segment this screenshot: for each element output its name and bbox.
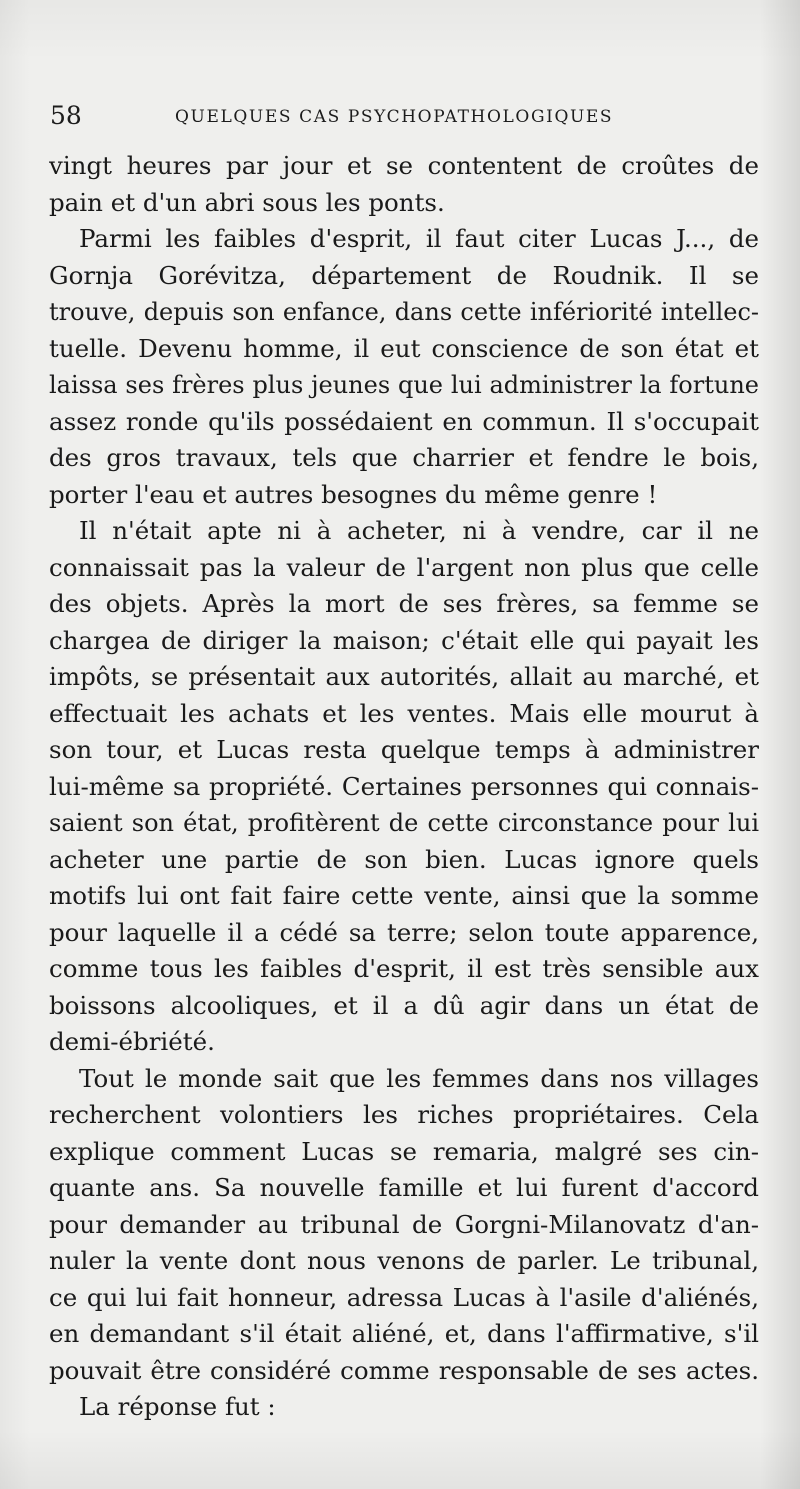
text-line: tuelle. Devenu homme, il eut conscience de son état et (49, 333, 759, 363)
text-line: ce qui lui fait honneur, adressa Lucas à l'asile d'aliénés, (49, 1282, 759, 1312)
text-line: acheter une partie de son bien. Lucas ignore quels (49, 844, 759, 874)
text-line: en demandant s'il était aliéné, et, dans l'affirmative, s'il (49, 1319, 759, 1348)
text-line: Gornja Gorévitza, département de Roudnik. Il se (49, 260, 759, 290)
text-line: connaissait pas la valeur de l'argent non plus que celle (49, 552, 759, 582)
text-line: assez ronde qu'ils possédaient en commun. Il s'occupait (49, 406, 759, 436)
text-line: Tout le monde sait que les femmes dans nos villages (79, 1063, 759, 1093)
text-line: boissons alcooliques, et il a dû agir dans un état de (49, 990, 759, 1020)
page-number: 58 (50, 101, 82, 130)
running-title: QUELQUES CAS PSYCHOPATHOLOGIQUES (175, 107, 614, 127)
text-line: pour laquelle il a cédé sa terre; selon toute apparence, (49, 917, 759, 947)
text-line: impôts, se présentait aux autorités, allait au marché, et (49, 662, 759, 691)
text-line: demi-ébriété. (49, 1027, 215, 1056)
text-line: recherchent volontiers les riches propriétaires. Cela (49, 1100, 759, 1129)
text-line: La réponse fut : (79, 1392, 276, 1421)
body-text (49, 148, 759, 1426)
text-line: vingt heures par jour et se contentent de croûtes de (49, 151, 759, 180)
text-line: son tour, et Lucas resta quelque temps à administrer (49, 735, 759, 764)
text-line: nuler la vente dont nous venons de parler. Le tribunal, (49, 1246, 759, 1275)
text-line: pour demander au tribunal de Gorgni-Milanovatz d'an- (49, 1209, 759, 1239)
text-line: lui-même sa propriété. Certaines personnes qui connais- (49, 771, 759, 801)
text-line: laissa ses frères plus jeunes que lui administrer la fortune (49, 371, 759, 399)
text-line: Il n'était apte ni à acheter, ni à vendre, car il ne (79, 516, 759, 545)
text-line: motifs lui ont fait faire cette vente, ainsi que la somme (49, 881, 759, 910)
text-line: effectuait les achats et les ventes. Mais elle mourut à (49, 698, 759, 728)
text-line: chargea de diriger la maison; c'était elle qui payait les (49, 625, 759, 655)
text-line: des objets. Après la mort de ses frères, sa femme se (49, 589, 759, 618)
text-line: porter l'eau et autres besognes du même genre ! (49, 479, 658, 509)
text-line: des gros travaux, tels que charrier et fendre le bois, (49, 443, 759, 472)
text-line: trouve, depuis son enfance, dans cette infériorité intellec- (49, 298, 759, 326)
text-line: comme tous les faibles d'esprit, il est très sensible aux (49, 954, 759, 983)
text-line: Parmi les faibles d'esprit, il faut citer Lucas J..., de (79, 224, 759, 253)
text-line: pouvait être considéré comme responsable de ses actes. (49, 1355, 759, 1385)
text-line: explique comment Lucas se remaria, malgré ses cin- (49, 1136, 759, 1166)
running-head (50, 101, 760, 137)
text-line: saient son état, profitèrent de cette circonstance pour lui (49, 809, 759, 837)
text-line: quante ans. Sa nouvelle famille et lui furent d'accord (49, 1173, 759, 1202)
text-line: pain et d'un abri sous les ponts. (49, 187, 445, 217)
